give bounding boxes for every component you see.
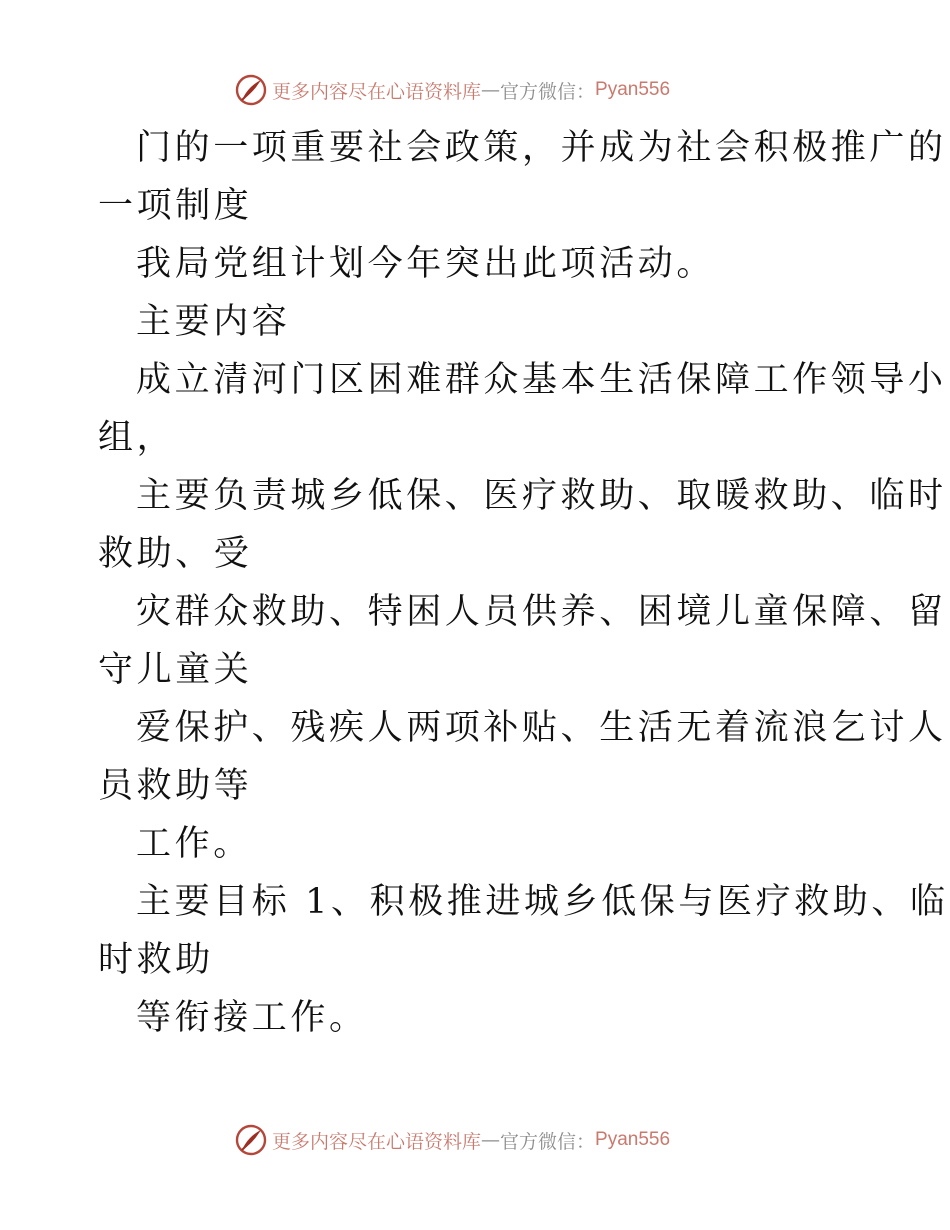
body-line: 我局党组计划今年突出此项活动。 <box>136 244 716 284</box>
banner-separator: — <box>481 1129 501 1151</box>
body-line: 主要负责城乡低保、医疗救助、取暖救助、临时 <box>136 476 947 516</box>
body-line: 主要内容 <box>136 302 291 342</box>
feather-pen-logo-icon <box>234 1123 268 1157</box>
body-line: 灾群众救助、特困人员供养、困境儿童保障、留 <box>136 592 947 632</box>
banner-official-label: 官方微信： <box>500 1130 596 1153</box>
body-line: 爱保护、残疾人两项补贴、生活无着流浪乞讨人 <box>136 708 947 748</box>
header-banner <box>234 72 670 108</box>
body-line: 等衔接工作。 <box>136 998 368 1038</box>
body-line: 一项制度 <box>98 186 253 226</box>
body-line: 救助、受 <box>98 534 253 574</box>
body-line: 门的一项重要社会政策，并成为社会积极推广的 <box>136 128 947 168</box>
body-line: 时救助 <box>98 940 214 980</box>
body-line: 主要目标 1、积极推进城乡低保与医疗救助、临 <box>136 882 949 922</box>
body-line: 工作。 <box>136 824 252 864</box>
body-line: 员救助等 <box>98 766 253 806</box>
feather-pen-logo-icon <box>234 73 268 107</box>
body-line: 守儿童关 <box>98 650 253 690</box>
body-line: 成立清河门区困难群众基本生活保障工作领导小 <box>136 360 947 400</box>
banner-separator: — <box>481 79 501 101</box>
banner-wechat-id: Pyan556 <box>595 1129 671 1150</box>
banner-title: 更多内容尽在心语资料库 <box>272 1130 482 1153</box>
banner-official-label: 官方微信： <box>500 80 596 103</box>
footer-banner <box>234 1122 670 1158</box>
banner-wechat-id: Pyan556 <box>595 79 671 100</box>
banner-title: 更多内容尽在心语资料库 <box>272 80 482 103</box>
body-line: 组， <box>98 418 176 458</box>
